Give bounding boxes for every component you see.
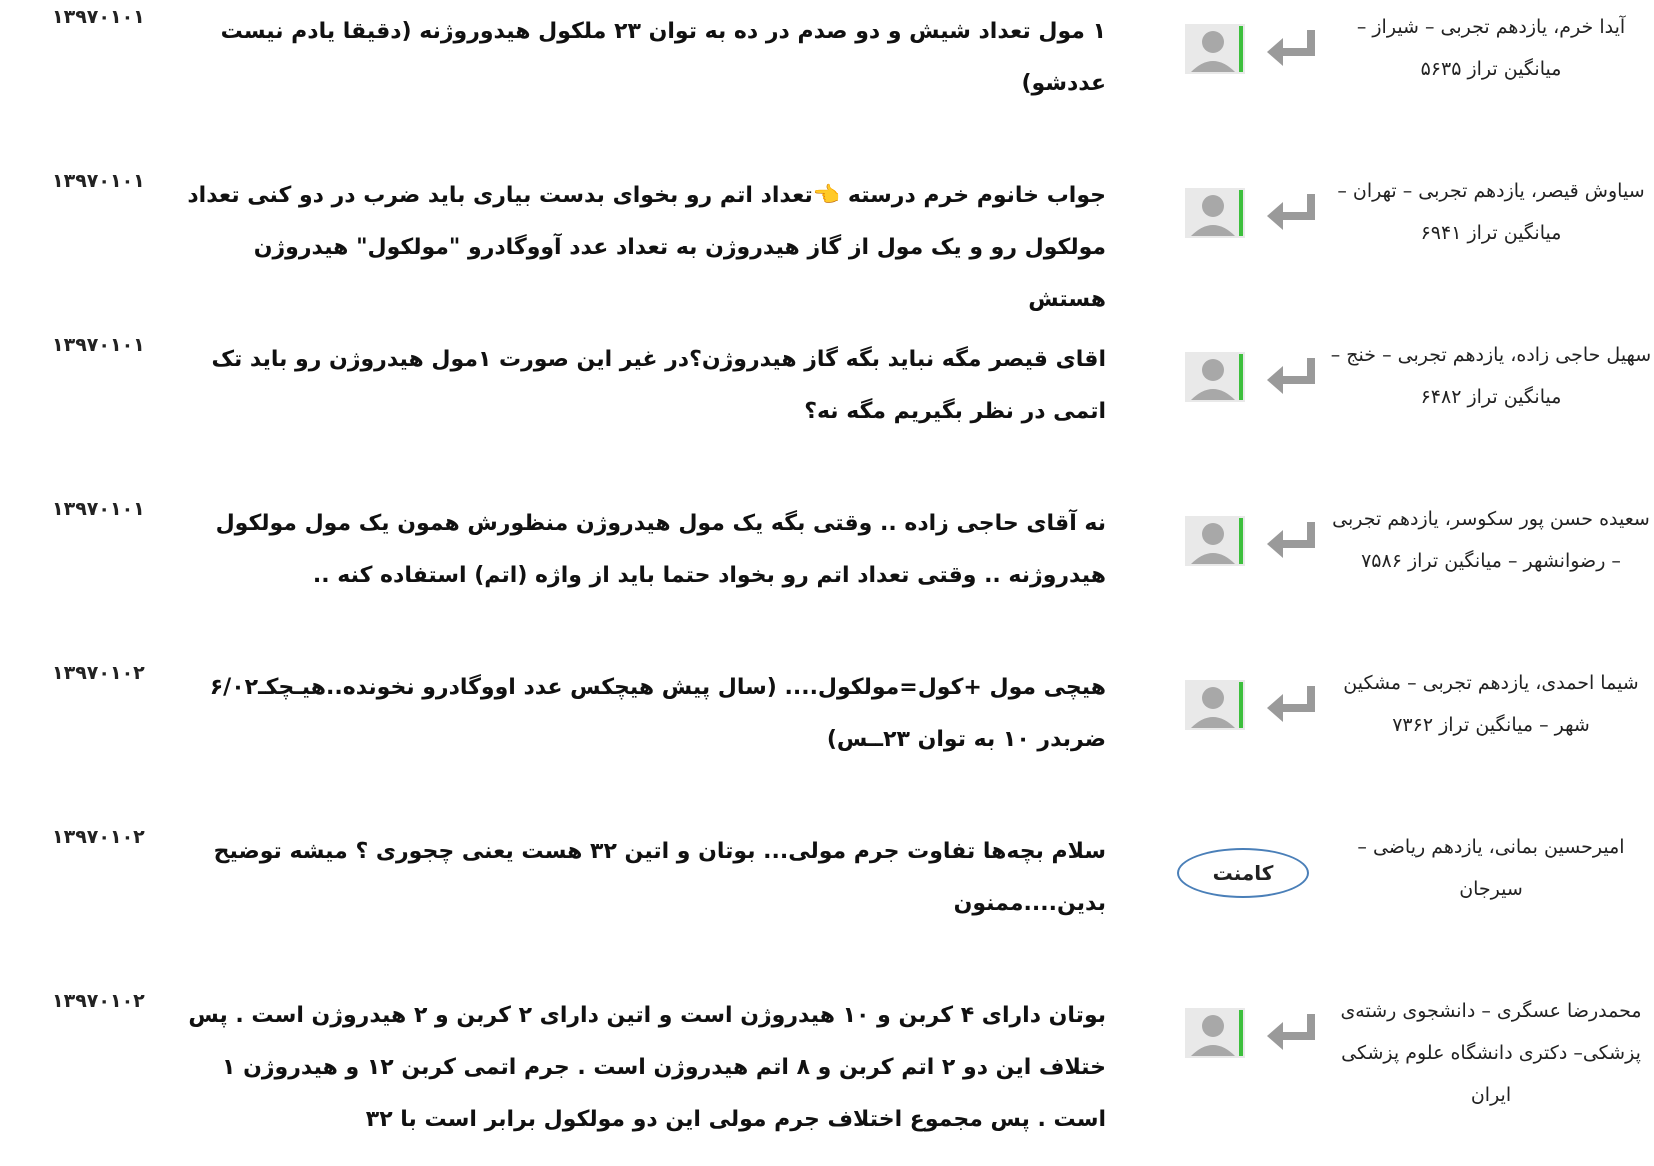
user-avatar-icon (1183, 350, 1247, 404)
comment-text: بوتان دارای ۴ کربن و ۱۰ هیدروژن است و اتین دارای ۲ کربن و ۲ هیدروژن است . پس ختلاف این دو ۲ اتم کربن و ۸ اتم هیدروژن است . جرم اتمی کربن ۱۲ و هیدروژن ۱ است . پس مجموع اختلاف جرم مولی این دو مولکول برابر است با ۳۲ (188, 1003, 1106, 1132)
comment-button[interactable]: کامنت (1177, 848, 1309, 898)
reply-arrow-icon[interactable] (1265, 28, 1317, 68)
comment-date: ۱۳۹۷۰۱۰۱ (52, 498, 145, 520)
comment-author: سهیل حاجی زاده، یازدهم تجربی – خنج – میانگین تراز ۶۴۸۲ (1330, 344, 1652, 408)
comment-text: هیچی مول +کول=مولکول.... (سال پیش هیچکس عدد اووگادرو نخونده..هیـچکـ۶/۰۲ ضربدر ۱۰ به توان ۲۳ــس) (209, 675, 1106, 752)
comment-text: نه آقای حاجی زاده .. وقتی بگه یک مول هیدروژن منظورش همون یک مول مولکول هیدروژنه .. وقتی تعداد اتم رو بخواد حتما باید از واژه (اتم) استفاده کنه .. (215, 511, 1106, 588)
comment-text: ۱ مول تعداد شیش و دو صدم در ده به توان ۲۳ ملکول هیدوروژنه (دقیقا یادم نیست عددشو) (220, 19, 1106, 96)
comment-author: آیدا خرم، یازدهم تجربی – شیراز – میانگین تراز ۵۶۳۵ (1356, 16, 1626, 80)
user-avatar-icon (1183, 186, 1247, 240)
comment-date: ۱۳۹۷۰۱۰۲ (52, 662, 145, 684)
reply-arrow-icon[interactable] (1265, 192, 1317, 232)
comment-author: محمدرضا عسگری – دانشجوی رشته‌ی پزشکی– دکتری دانشگاه علوم پزشکی ایران (1340, 1000, 1642, 1106)
comment-author: امیرحسین بمانی، یازدهم ریاضی – سیرجان (1357, 836, 1625, 900)
reply-arrow-icon[interactable] (1265, 1012, 1317, 1052)
user-avatar-icon (1183, 22, 1247, 76)
comment-text: سلام بچه‌ها تفاوت جرم مولی... بوتان و اتین ۳۲ هست یعنی چجوری ؟ میشه توضیح بدین....ممنون (213, 839, 1106, 916)
comment-date: ۱۳۹۷۰۱۰۱ (52, 6, 145, 28)
comment-date: ۱۳۹۷۰۱۰۲ (52, 826, 145, 848)
comment-author: شیما احمدی، یازدهم تجربی – مشکین شهر – میانگین تراز ۷۳۶۲ (1343, 672, 1639, 736)
comment-text: جواب خانوم خرم درسته 👈تعداد اتم رو بخوای بدست بیاری باید ضرب در دو کنی تعداد مولکول رو و یک مول از گاز هیدروژن به تعداد عدد آووگادرو "مولکول" هیدروژن هستش (187, 183, 1106, 312)
comment-date: ۱۳۹۷۰۱۰۱ (52, 334, 145, 356)
reply-arrow-icon[interactable] (1265, 520, 1317, 560)
reply-arrow-icon[interactable] (1265, 684, 1317, 724)
comment-date: ۱۳۹۷۰۱۰۱ (52, 170, 145, 192)
user-avatar-icon (1183, 514, 1247, 568)
reply-arrow-icon[interactable] (1265, 356, 1317, 396)
comment-text: اقای قیصر مگه نباید بگه گاز هیدروژن؟در غیر این صورت ۱مول هیدروژن رو باید تک اتمی در نظر بگیریم مگه نه؟ (211, 347, 1106, 424)
user-avatar-icon (1183, 678, 1247, 732)
comment-author: سیاوش قیصر، یازدهم تجربی – تهران – میانگین تراز ۶۹۴۱ (1337, 180, 1645, 244)
comment-author: سعیده حسن پور سکوسر، یازدهم تجربی – رضوانشهر – میانگین تراز ۷۵۸۶ (1332, 508, 1650, 572)
comment-date: ۱۳۹۷۰۱۰۲ (52, 990, 145, 1012)
user-avatar-icon (1183, 1006, 1247, 1060)
